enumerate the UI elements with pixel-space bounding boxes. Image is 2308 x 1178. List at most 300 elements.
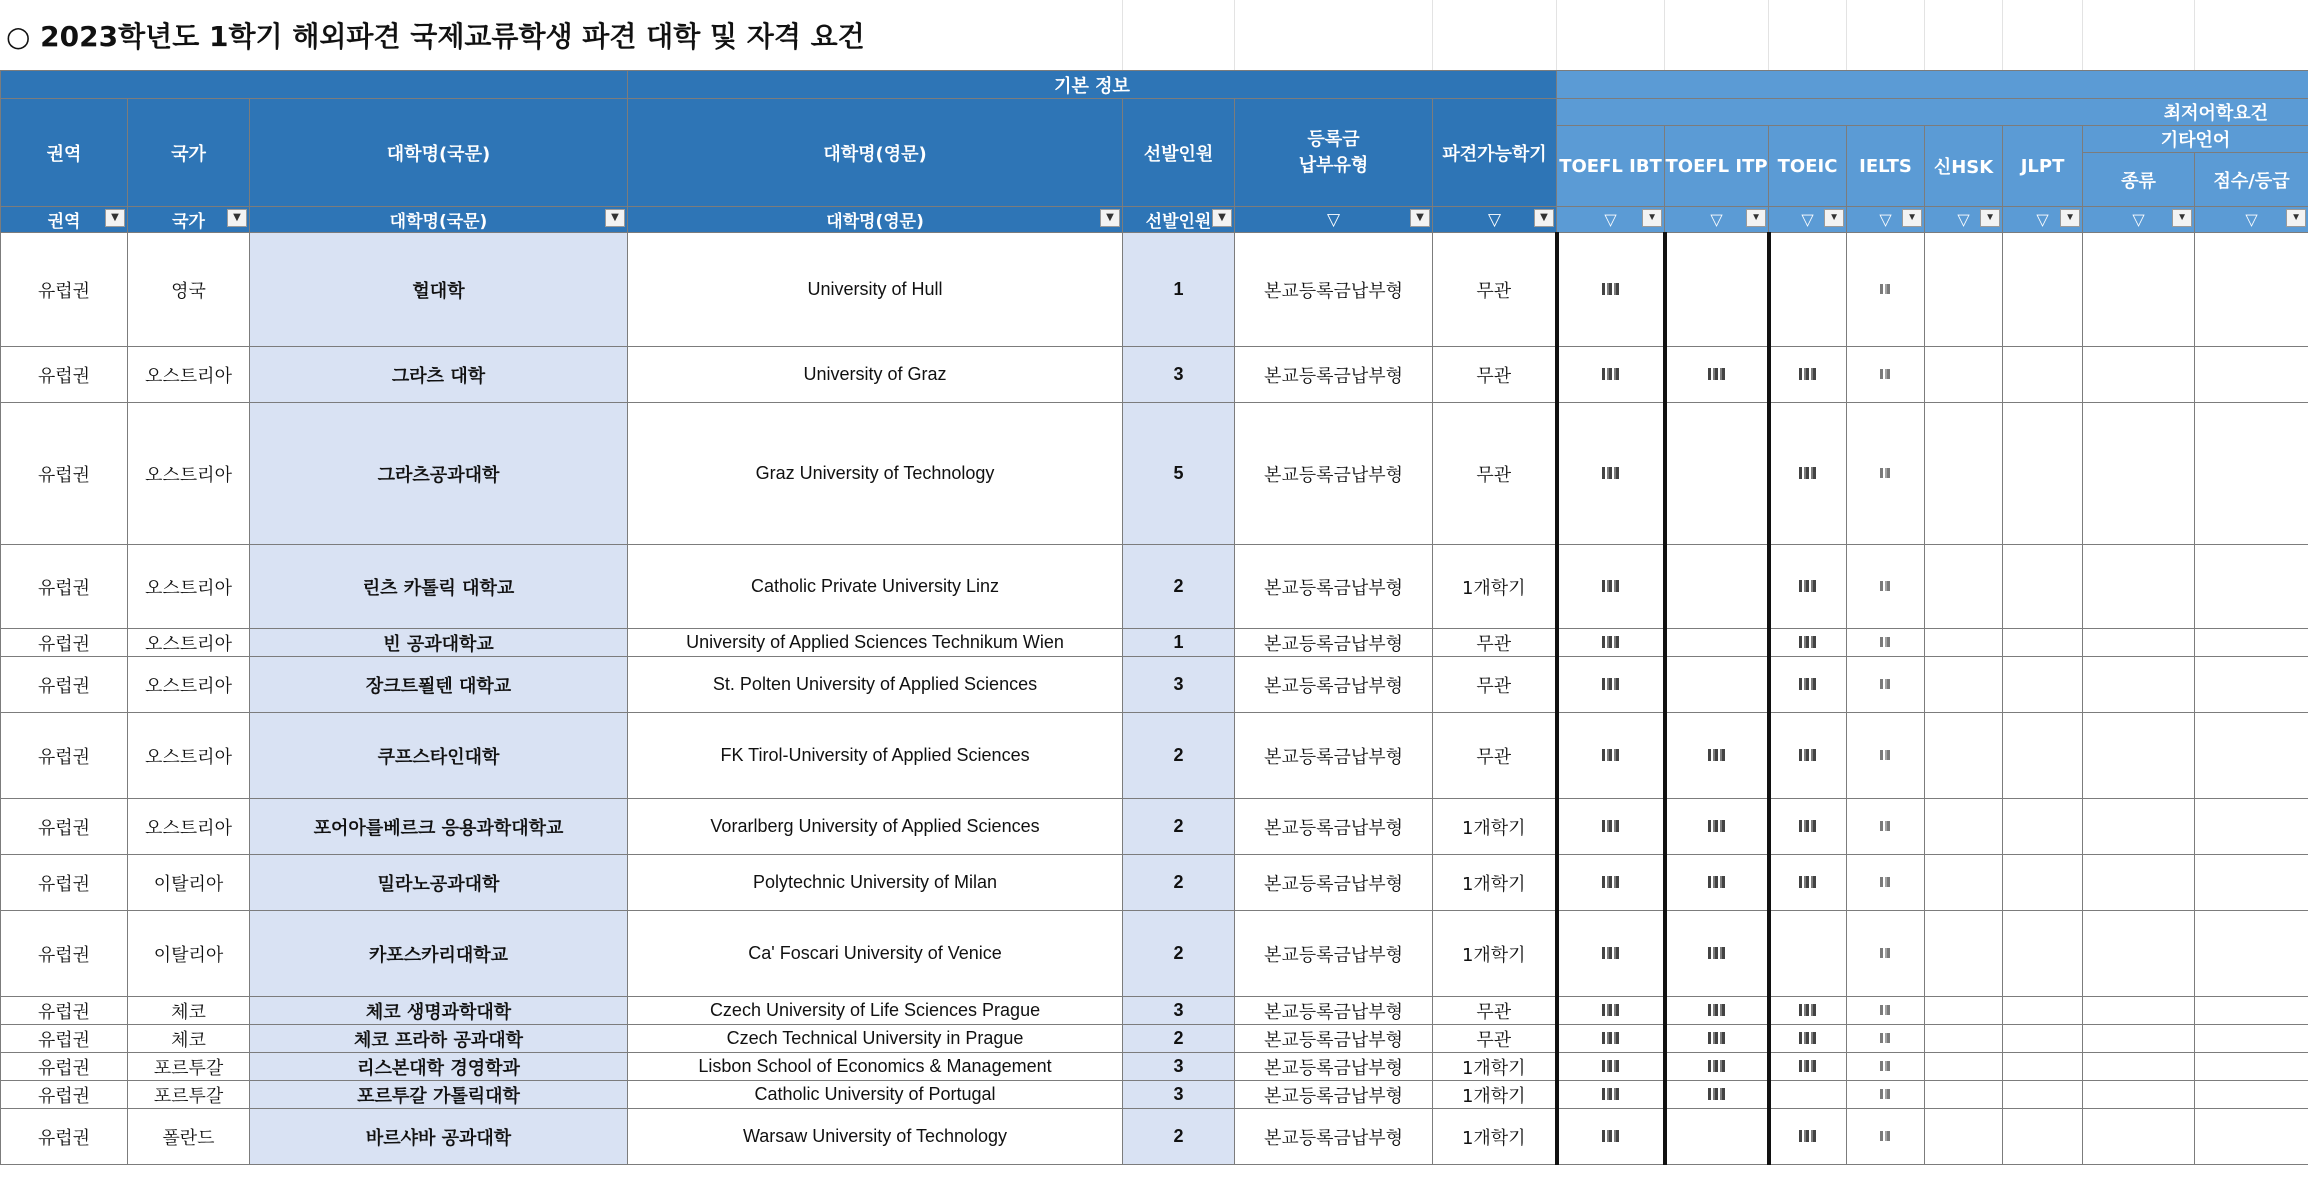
region-cell[interactable]: 유럽권 [1,403,128,545]
lang-req-cell[interactable] [2083,1053,2195,1081]
filter-dropdown-icon[interactable]: ▼ [1100,209,1120,227]
filter-dropdown-icon[interactable]: ▼ [1642,209,1662,227]
quota-cell[interactable]: 3 [1123,657,1235,713]
region-cell[interactable]: 유럽권 [1,799,128,855]
table-row [1,233,2308,347]
semester-cell[interactable]: 1개학기 [1433,799,1557,855]
filter-cell[interactable]: 대학명(국문) ▼ [250,207,628,233]
redacted-score-icon [1602,636,1620,648]
region-cell[interactable]: 유럽권 [1,713,128,799]
fee-type-cell[interactable]: 본교등록금납부형 [1235,1081,1433,1109]
fee-type-cell[interactable]: 본교등록금납부형 [1235,1109,1433,1165]
filter-dropdown-icon[interactable]: ▼ [2060,209,2080,227]
lang-req-cell[interactable] [1665,855,1769,911]
lang-req-cell[interactable] [1557,1109,1665,1165]
lang-req-cell[interactable] [1557,657,1665,713]
quota-cell[interactable]: 3 [1123,1081,1235,1109]
col-header-name-en: 대학명(영문) [628,99,1123,207]
lang-req-cell[interactable] [1925,855,2003,911]
filter-cell[interactable]: 권역 ▼ [1,207,128,233]
lang-req-cell[interactable] [1665,713,1769,799]
fee-type-cell[interactable]: 본교등록금납부형 [1235,629,1433,657]
lang-req-cell[interactable] [2195,1025,2308,1053]
filter-cell[interactable]: ▽ ▼ [1433,207,1557,233]
semester-cell[interactable]: 무관 [1433,713,1557,799]
semester-cell[interactable]: 무관 [1433,1025,1557,1053]
lang-req-cell[interactable] [1925,403,2003,545]
name-en-cell[interactable]: University of Applied Sciences Technikum Wien [628,629,1123,657]
lang-req-cell[interactable] [1557,911,1665,997]
lang-req-cell[interactable] [2083,1081,2195,1109]
lang-req-cell[interactable] [2083,713,2195,799]
lang-req-cell[interactable] [1769,657,1847,713]
name-en-cell[interactable]: University of Hull [628,233,1123,347]
lang-req-cell[interactable] [1557,855,1665,911]
lang-req-cell[interactable] [1847,911,1925,997]
semester-cell[interactable]: 무관 [1433,997,1557,1025]
lang-req-cell[interactable] [1847,799,1925,855]
lang-req-cell[interactable] [2083,629,2195,657]
lang-req-cell[interactable] [1665,1081,1769,1109]
lang-req-cell[interactable] [1769,1025,1847,1053]
name-en-cell[interactable]: St. Polten University of Applied Sciences [628,657,1123,713]
lang-req-cell[interactable] [1769,855,1847,911]
redacted-score-icon [1880,1061,1892,1071]
redacted-score-icon [1708,1004,1726,1016]
lang-req-cell[interactable] [1665,657,1769,713]
semester-cell[interactable]: 1개학기 [1433,911,1557,997]
semester-cell[interactable]: 1개학기 [1433,855,1557,911]
semester-cell[interactable]: 무관 [1433,347,1557,403]
filter-dropdown-icon[interactable]: ▼ [1212,209,1232,227]
lang-req-cell[interactable] [2195,997,2308,1025]
lang-req-cell[interactable] [1925,1109,2003,1165]
lang-req-cell[interactable] [1925,233,2003,347]
country-cell[interactable]: 오스트리아 [128,657,250,713]
name-en-cell[interactable]: Lisbon School of Economics & Management [628,1053,1123,1081]
lang-req-cell[interactable] [2083,911,2195,997]
name-kr-cell[interactable]: 바르샤바 공과대학 [250,1109,628,1165]
lang-req-cell[interactable] [1847,1081,1925,1109]
lang-req-cell[interactable] [1925,1025,2003,1053]
semester-cell[interactable]: 무관 [1433,629,1557,657]
lang-req-cell[interactable] [2195,657,2308,713]
redacted-score-icon [1602,1060,1620,1072]
filter-cell[interactable]: ▽ ▼ [1925,207,2003,233]
lang-req-cell[interactable] [2083,1025,2195,1053]
fee-type-cell[interactable]: 본교등록금납부형 [1235,657,1433,713]
filter-cell[interactable]: ▽ ▼ [1665,207,1769,233]
semester-cell[interactable]: 1개학기 [1433,1081,1557,1109]
redacted-score-icon [1602,947,1620,959]
fee-type-cell[interactable]: 본교등록금납부형 [1235,911,1433,997]
name-en-cell[interactable]: Warsaw University of Technology [628,1109,1123,1165]
redacted-score-icon [1799,749,1817,761]
name-en-cell[interactable]: Ca' Foscari University of Venice [628,911,1123,997]
lang-req-cell[interactable] [1847,1025,1925,1053]
quota-cell[interactable]: 3 [1123,1053,1235,1081]
lang-req-cell[interactable] [1665,1025,1769,1053]
name-kr-cell[interactable]: 그라츠 대학 [250,347,628,403]
name-kr-cell[interactable]: 체코 생명과학대학 [250,997,628,1025]
quota-cell[interactable]: 2 [1123,713,1235,799]
redacted-score-icon [1799,580,1817,592]
lang-req-cell[interactable] [2003,713,2083,799]
semester-cell[interactable]: 무관 [1433,657,1557,713]
lang-req-cell[interactable] [2003,911,2083,997]
semester-cell[interactable]: 무관 [1433,233,1557,347]
filter-cell[interactable]: 국가 ▼ [128,207,250,233]
fee-type-cell[interactable]: 본교등록금납부형 [1235,1053,1433,1081]
fee-type-cell[interactable]: 본교등록금납부형 [1235,233,1433,347]
filter-dropdown-icon[interactable]: ▼ [1902,209,1922,227]
name-en-cell[interactable]: Czech Technical University in Prague [628,1025,1123,1053]
lang-req-cell[interactable] [1847,855,1925,911]
country-cell[interactable]: 체코 [128,1025,250,1053]
region-cell[interactable]: 유럽권 [1,347,128,403]
table-row [1,1081,2308,1109]
fee-type-cell[interactable]: 본교등록금납부형 [1235,1025,1433,1053]
lang-req-cell[interactable] [2083,347,2195,403]
lang-req-cell[interactable] [1769,545,1847,629]
lang-req-cell[interactable] [1925,1053,2003,1081]
lang-req-cell[interactable] [1665,403,1769,545]
lang-req-cell[interactable] [1769,997,1847,1025]
fee-type-cell[interactable]: 본교등록금납부형 [1235,545,1433,629]
name-kr-cell[interactable]: 카포스카리대학교 [250,911,628,997]
lang-req-cell[interactable] [1665,347,1769,403]
lang-req-cell[interactable] [2003,233,2083,347]
lang-req-cell[interactable] [2083,657,2195,713]
lang-req-cell[interactable] [2195,233,2308,347]
lang-req-cell[interactable] [1557,799,1665,855]
lang-req-cell[interactable] [1769,347,1847,403]
country-cell[interactable]: 오스트리아 [128,403,250,545]
lang-req-cell[interactable] [2003,629,2083,657]
redacted-score-icon [1799,368,1817,380]
redacted-score-icon [1880,1131,1892,1141]
lang-req-cell[interactable] [2003,855,2083,911]
redacted-score-icon [1602,820,1620,832]
lang-req-cell[interactable] [2195,1109,2308,1165]
lang-req-cell[interactable] [1665,1109,1769,1165]
semester-cell[interactable]: 1개학기 [1433,1109,1557,1165]
lang-req-cell[interactable] [2003,657,2083,713]
lang-req-cell[interactable] [1847,403,1925,545]
lang-req-cell[interactable] [1557,713,1665,799]
lang-req-cell[interactable] [1557,997,1665,1025]
lang-req-cell[interactable] [1665,911,1769,997]
lang-req-cell[interactable] [1769,629,1847,657]
lang-req-cell[interactable] [1925,911,2003,997]
lang-req-cell[interactable] [2195,713,2308,799]
lang-req-cell[interactable] [1665,997,1769,1025]
fee-type-cell[interactable]: 본교등록금납부형 [1235,855,1433,911]
lang-req-cell[interactable] [1847,657,1925,713]
lang-req-cell[interactable] [1769,1081,1847,1109]
redacted-score-icon [1799,820,1817,832]
name-kr-cell[interactable]: 헐대학 [250,233,628,347]
table-row [1,629,2308,657]
country-cell[interactable]: 영국 [128,233,250,347]
filter-dropdown-icon[interactable]: ▼ [1824,209,1844,227]
lang-req-cell[interactable] [2083,997,2195,1025]
lang-req-cell[interactable] [2003,347,2083,403]
fee-type-cell[interactable]: 본교등록금납부형 [1235,713,1433,799]
filter-cell[interactable]: ▽ ▼ [2195,207,2308,233]
lang-req-cell[interactable] [1557,347,1665,403]
name-kr-cell[interactable]: 포르투갈 가톨릭대학 [250,1081,628,1109]
lang-req-cell[interactable] [2195,1053,2308,1081]
name-en-cell[interactable]: Czech University of Life Sciences Prague [628,997,1123,1025]
name-kr-cell[interactable]: 쿠프스타인대학 [250,713,628,799]
quota-cell[interactable]: 2 [1123,799,1235,855]
filter-dropdown-icon[interactable]: ▼ [105,209,125,227]
redacted-score-icon [1708,1032,1726,1044]
lang-req-cell[interactable] [2083,233,2195,347]
lang-req-cell[interactable] [2083,1109,2195,1165]
region-cell[interactable]: 유럽권 [1,1081,128,1109]
lang-req-cell[interactable] [1665,629,1769,657]
lang-req-cell[interactable] [1665,799,1769,855]
lang-req-cell[interactable] [1557,1053,1665,1081]
redacted-score-icon [1708,749,1726,761]
name-en-cell[interactable]: FK Tirol-University of Applied Sciences [628,713,1123,799]
semester-cell[interactable]: 1개학기 [1433,545,1557,629]
fee-type-cell[interactable]: 본교등록금납부형 [1235,347,1433,403]
lang-req-cell[interactable] [1925,347,2003,403]
country-cell[interactable]: 포르투갈 [128,1053,250,1081]
lang-req-cell[interactable] [2195,629,2308,657]
quota-cell[interactable]: 2 [1123,1025,1235,1053]
lang-req-cell[interactable] [2003,1053,2083,1081]
quota-cell[interactable]: 2 [1123,911,1235,997]
lang-req-cell[interactable] [1925,997,2003,1025]
table-row [1,545,2308,629]
filter-cell[interactable]: ▽ ▼ [1235,207,1433,233]
quota-cell[interactable]: 2 [1123,1109,1235,1165]
country-cell[interactable]: 이탈리아 [128,911,250,997]
lang-req-cell[interactable] [1925,1081,2003,1109]
redacted-score-icon [1708,876,1726,888]
name-kr-cell[interactable]: 린츠 카톨릭 대학교 [250,545,628,629]
name-en-cell[interactable]: Vorarlberg University of Applied Sciences [628,799,1123,855]
lang-req-cell[interactable] [2195,1081,2308,1109]
redacted-score-icon [1799,1060,1817,1072]
lang-req-cell[interactable] [2195,347,2308,403]
filter-cell[interactable]: ▽ ▼ [1557,207,1665,233]
redacted-score-icon [1602,749,1620,761]
name-kr-cell[interactable]: 그라츠공과대학 [250,403,628,545]
table-row [1,713,2308,799]
region-cell[interactable]: 유럽권 [1,233,128,347]
region-cell[interactable]: 유럽권 [1,657,128,713]
lang-req-cell[interactable] [1769,713,1847,799]
redacted-score-icon [1799,467,1817,479]
lang-req-cell[interactable] [1847,997,1925,1025]
lang-req-cell[interactable] [2195,403,2308,545]
redacted-score-icon [1602,467,1620,479]
lang-req-cell[interactable] [1557,1025,1665,1053]
lang-req-cell[interactable] [1847,629,1925,657]
region-cell[interactable]: 유럽권 [1,855,128,911]
semester-cell[interactable]: 1개학기 [1433,1053,1557,1081]
filter-cell[interactable]: 대학명(영문) ▼ [628,207,1123,233]
name-en-cell[interactable]: Graz University of Technology [628,403,1123,545]
filter-dropdown-icon[interactable]: ▼ [1410,209,1430,227]
lang-req-cell[interactable] [2083,799,2195,855]
filter-cell[interactable]: ▽ ▼ [2003,207,2083,233]
quota-cell[interactable]: 2 [1123,545,1235,629]
table-row [1,911,2308,997]
redacted-score-icon [1880,468,1892,478]
name-kr-cell[interactable]: 빈 공과대학교 [250,629,628,657]
semester-cell[interactable]: 무관 [1433,403,1557,545]
lang-req-cell[interactable] [2195,911,2308,997]
fee-type-cell[interactable]: 본교등록금납부형 [1235,997,1433,1025]
name-en-cell[interactable]: Polytechnic University of Milan [628,855,1123,911]
quota-cell[interactable]: 2 [1123,855,1235,911]
lang-req-cell[interactable] [1847,545,1925,629]
fee-type-cell[interactable]: 본교등록금납부형 [1235,799,1433,855]
name-kr-cell[interactable]: 밀라노공과대학 [250,855,628,911]
lang-req-cell[interactable] [1925,713,2003,799]
lang-req-cell[interactable] [2083,403,2195,545]
region-cell[interactable]: 유럽권 [1,629,128,657]
filter-dropdown-icon[interactable]: ▼ [2286,209,2306,227]
lang-req-cell[interactable] [2083,545,2195,629]
name-kr-cell[interactable]: 리스본대학 경영학과 [250,1053,628,1081]
filter-cell[interactable]: ▽ ▼ [2083,207,2195,233]
other-lang-header: 기타언어 [2083,126,2308,153]
country-cell[interactable]: 오스트리아 [128,629,250,657]
filter-cell[interactable]: ▽ ▼ [1847,207,1925,233]
lang-req-cell[interactable] [1665,545,1769,629]
lang-req-cell[interactable] [2003,403,2083,545]
col-header-jlpt: JLPT [2003,126,2083,207]
redacted-score-icon [1880,948,1892,958]
name-kr-cell[interactable]: 장크트푈텐 대학교 [250,657,628,713]
redacted-score-icon [1880,750,1892,760]
redacted-score-icon [1799,1130,1817,1142]
country-cell[interactable]: 체코 [128,997,250,1025]
redacted-score-icon [1799,636,1817,648]
redacted-score-icon [1602,1088,1620,1100]
region-cell[interactable]: 유럽권 [1,1025,128,1053]
col-header-other-score: 점수/등급 [2195,153,2308,207]
table-row [1,347,2308,403]
lang-req-cell[interactable] [2195,855,2308,911]
name-en-cell[interactable]: Catholic University of Portugal [628,1081,1123,1109]
lang-req-cell[interactable] [1847,1053,1925,1081]
filter-cell[interactable]: 선발인원 ▼ [1123,207,1235,233]
region-cell[interactable]: 유럽권 [1,545,128,629]
lang-req-cell[interactable] [2195,545,2308,629]
lang-req-cell[interactable] [2003,1109,2083,1165]
quota-cell[interactable]: 1 [1123,629,1235,657]
country-cell[interactable]: 폴란드 [128,1109,250,1165]
lang-req-cell[interactable] [1925,657,2003,713]
lang-req-cell[interactable] [1769,233,1847,347]
lang-req-cell[interactable] [2003,997,2083,1025]
lang-req-cell[interactable] [1925,629,2003,657]
redacted-score-icon [1880,679,1892,689]
lang-req-cell[interactable] [1847,713,1925,799]
lang-req-cell[interactable] [2003,545,2083,629]
lang-req-cell[interactable] [1665,1053,1769,1081]
lang-req-cell[interactable] [1557,403,1665,545]
lang-req-cell[interactable] [2083,855,2195,911]
lang-req-cell[interactable] [2003,1025,2083,1053]
fee-type-cell[interactable]: 본교등록금납부형 [1235,403,1433,545]
country-cell[interactable]: 오스트리아 [128,545,250,629]
name-kr-cell[interactable]: 포어아를베르크 응용과학대학교 [250,799,628,855]
region-cell[interactable]: 유럽권 [1,997,128,1025]
lang-req-cell[interactable] [1557,233,1665,347]
lang-req-cell[interactable] [1769,799,1847,855]
lang-req-cell[interactable] [2003,1081,2083,1109]
redacted-score-icon [1880,877,1892,887]
lang-req-cell[interactable] [1847,347,1925,403]
redacted-score-icon [1602,1004,1620,1016]
filter-cell[interactable]: ▽ ▼ [1769,207,1847,233]
lang-req-cell[interactable] [1557,629,1665,657]
col-header-region: 권역 [1,99,128,207]
lang-req-cell[interactable] [1557,545,1665,629]
name-kr-cell[interactable]: 체코 프라하 공과대학 [250,1025,628,1053]
quota-cell[interactable]: 3 [1123,997,1235,1025]
filter-dropdown-icon[interactable]: ▼ [605,209,625,227]
quota-cell[interactable]: 5 [1123,403,1235,545]
region-cell[interactable]: 유럽권 [1,1109,128,1165]
quota-cell[interactable]: 3 [1123,347,1235,403]
lang-req-cell[interactable] [1925,545,2003,629]
lang-req-cell[interactable] [2003,799,2083,855]
col-header-hsk: 신HSK [1925,126,2003,207]
lang-req-cell[interactable] [1925,799,2003,855]
quota-cell[interactable]: 1 [1123,233,1235,347]
country-cell[interactable]: 포르투갈 [128,1081,250,1109]
name-en-cell[interactable]: University of Graz [628,347,1123,403]
table-row [1,403,2308,545]
lang-req-cell[interactable] [1665,233,1769,347]
lang-req-cell[interactable] [1769,403,1847,545]
region-cell[interactable]: 유럽권 [1,1053,128,1081]
lang-req-cell[interactable] [1847,233,1925,347]
lang-req-cell[interactable] [2195,799,2308,855]
name-en-cell[interactable]: Catholic Private University Linz [628,545,1123,629]
filter-dropdown-icon[interactable]: ▼ [1980,209,2000,227]
lang-req-cell[interactable] [1769,1053,1847,1081]
filter-dropdown-icon[interactable]: ▼ [227,209,247,227]
redacted-score-icon [1602,1032,1620,1044]
lang-req-cell[interactable] [1847,1109,1925,1165]
country-cell[interactable]: 오스트리아 [128,713,250,799]
filter-dropdown-icon[interactable]: ▼ [1746,209,1766,227]
country-cell[interactable]: 오스트리아 [128,347,250,403]
filter-dropdown-icon[interactable]: ▼ [2172,209,2192,227]
country-cell[interactable]: 오스트리아 [128,799,250,855]
filter-dropdown-icon[interactable]: ▼ [1534,209,1554,227]
lang-req-cell[interactable] [1769,1109,1847,1165]
country-cell[interactable]: 이탈리아 [128,855,250,911]
region-cell[interactable]: 유럽권 [1,911,128,997]
col-header-other-type: 종류 [2083,153,2195,207]
lang-req-cell[interactable] [1557,1081,1665,1109]
col-header-fee-type: 등록금 납부유형 [1235,99,1433,207]
redacted-score-icon [1880,1089,1892,1099]
lang-req-cell[interactable] [1769,911,1847,997]
